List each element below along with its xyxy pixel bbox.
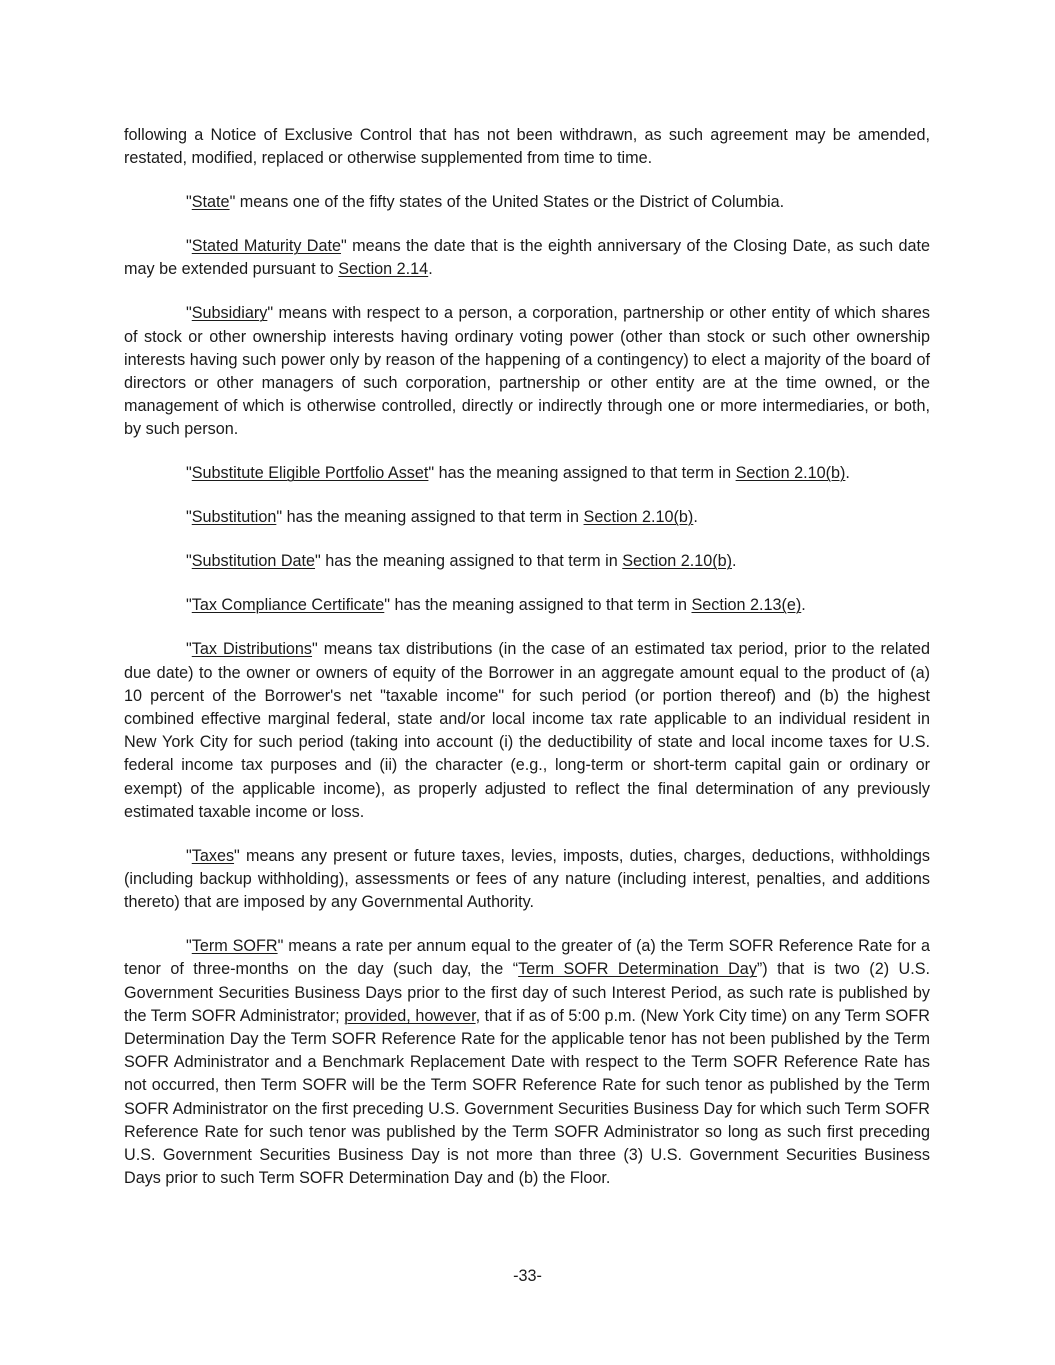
paragraph-text: " [186,552,192,571]
paragraph [124,935,930,1190]
defined-term: Substitution [191,508,277,527]
paragraph-text: " [186,508,192,527]
paragraph-text: " [186,640,192,659]
paragraph [124,462,930,485]
defined-term: Section 2.10(b) [735,464,846,483]
paragraph-text: " [186,193,192,212]
paragraph-text: . [693,508,698,527]
defined-term: Term SOFR [191,937,278,956]
defined-term: Substitute Eligible Portfolio Asset [191,464,429,483]
paragraph-text: " [186,464,192,483]
paragraph-text: . [428,260,433,279]
defined-term: Tax Distributions [191,640,313,659]
paragraph-text: " [186,304,192,323]
document-page [124,124,930,1211]
defined-term: Section 2.10(b) [622,552,733,571]
paragraph-text: . [732,552,737,571]
paragraph-text: " [186,237,192,256]
paragraph-text: " has the meaning assigned to that term in [315,552,623,571]
paragraph-text: " has the meaning assigned to that term in [384,596,692,615]
paragraph-text: " has the meaning assigned to that term in [276,508,584,527]
paragraph-text: . [845,464,850,483]
defined-term: Section 2.14 [338,260,429,279]
paragraph [124,845,930,915]
paragraph [124,235,930,281]
defined-term: Substitution Date [191,552,316,571]
paragraph [124,506,930,529]
defined-term: Section 2.10(b) [583,508,694,527]
paragraph-text: " means with respect to a person, a corporation, partnership or other entity of which shares of stock or other ownership interests having ordinary voting power (other than stock or such other ownership interests having such power only by reason of the happening of a contingency) to elect a majority of the board of directors or other managers of such corporation, partnership or other entity are at the time owned, or the management of which is otherwise controlled, directly or indirectly through one or more intermediaries, or both, by such person. [124,304,930,439]
paragraph-text: " [186,596,192,615]
paragraph [124,302,930,441]
paragraph [124,638,930,824]
defined-term: State [191,193,230,212]
defined-term: Subsidiary [191,304,268,323]
paragraph-text: . [801,596,806,615]
defined-term: Term SOFR Determination Day [518,960,757,979]
paragraph [124,550,930,573]
page-number: -33- [513,1267,542,1285]
defined-term: Section 2.13(e) [691,596,802,615]
paragraph-text: " [186,937,192,956]
paragraph-text: " means a rate per annum equal to the greater of (a) the Term SOFR Reference Rate for a tenor of three-months on the day (such day, the “ [124,937,930,979]
paragraph-text: , that if as of 5:00 p.m. (New York City time) on any Term SOFR Determination Day the Term SOFR Reference Rate for the applicable tenor has not been published by the Term SOFR Administrator and a Benchmark Replacement Date with respect to the Term SOFR Reference Rate has not occurred, then Term SOFR will be the Term SOFR Reference Rate for such tenor as published by the Term SOFR Administrator on the first preceding U.S. Government Securities Business Day for which such Term SOFR Reference Rate for such tenor was published by the Term SOFR Administrator so long as such first preceding U.S. Government Securities Business Day is not more than three (3) U.S. Government Securities Business Days prior to such Term SOFR Determination Day and (b) the Floor. [124,1006,930,1188]
paragraph [124,124,930,170]
paragraph-text: following a Notice of Exclusive Control that has not been withdrawn, as such agreement may be amended, restated, modified, replaced or otherwise supplemented from time to time. [124,126,930,168]
paragraph-text: " [186,846,192,865]
defined-term: Taxes [191,846,235,865]
paragraph-text: " means one of the fifty states of the United States or the District of Columbia. [229,193,785,212]
paragraph-text: " means the date that is the eighth anniversary of the Closing Date, as such date may be extended pursuant to [124,237,930,279]
paragraph [124,594,930,617]
defined-term: provided, however [344,1006,476,1025]
defined-term: Tax Compliance Certificate [191,596,385,615]
paragraph-text: ”) that is two (2) U.S. Government Securities Business Days prior to the first day of such Interest Period, as such rate is published by the Term SOFR Administrator; [124,960,931,1025]
document-body [124,124,930,1190]
paragraph [124,191,930,214]
paragraph-text: " has the meaning assigned to that term in [428,464,736,483]
paragraph-text: " means tax distributions (in the case of an estimated tax period, prior to the related due date) to the owner or owners of equity of the Borrower in an aggregate amount equal to the product of (a) 10 percent of the Borrower's net "taxable income" for such period (or portion thereof) and (b) the highest combined effective marginal federal, state and/or local income tax rate applicable to an individual resident in New York City for such period (taking into account (i) the deductibility of state and local income taxes for U.S. federal income tax purposes and (ii) the character (e.g., long-term or short-term capital gain or ordinary or exempt) of the applicable income), as properly adjusted to reflect the final determination of any previously estimated taxable income or loss. [124,640,931,821]
defined-term: Stated Maturity Date [191,237,342,256]
paragraph-text: " means any present or future taxes, levies, imposts, duties, charges, deductions, withholdings (including backup withholding), assessments or fees of any nature (including interest, penalties, and additions thereto) that are imposed by any Governmental Authority. [124,846,930,912]
